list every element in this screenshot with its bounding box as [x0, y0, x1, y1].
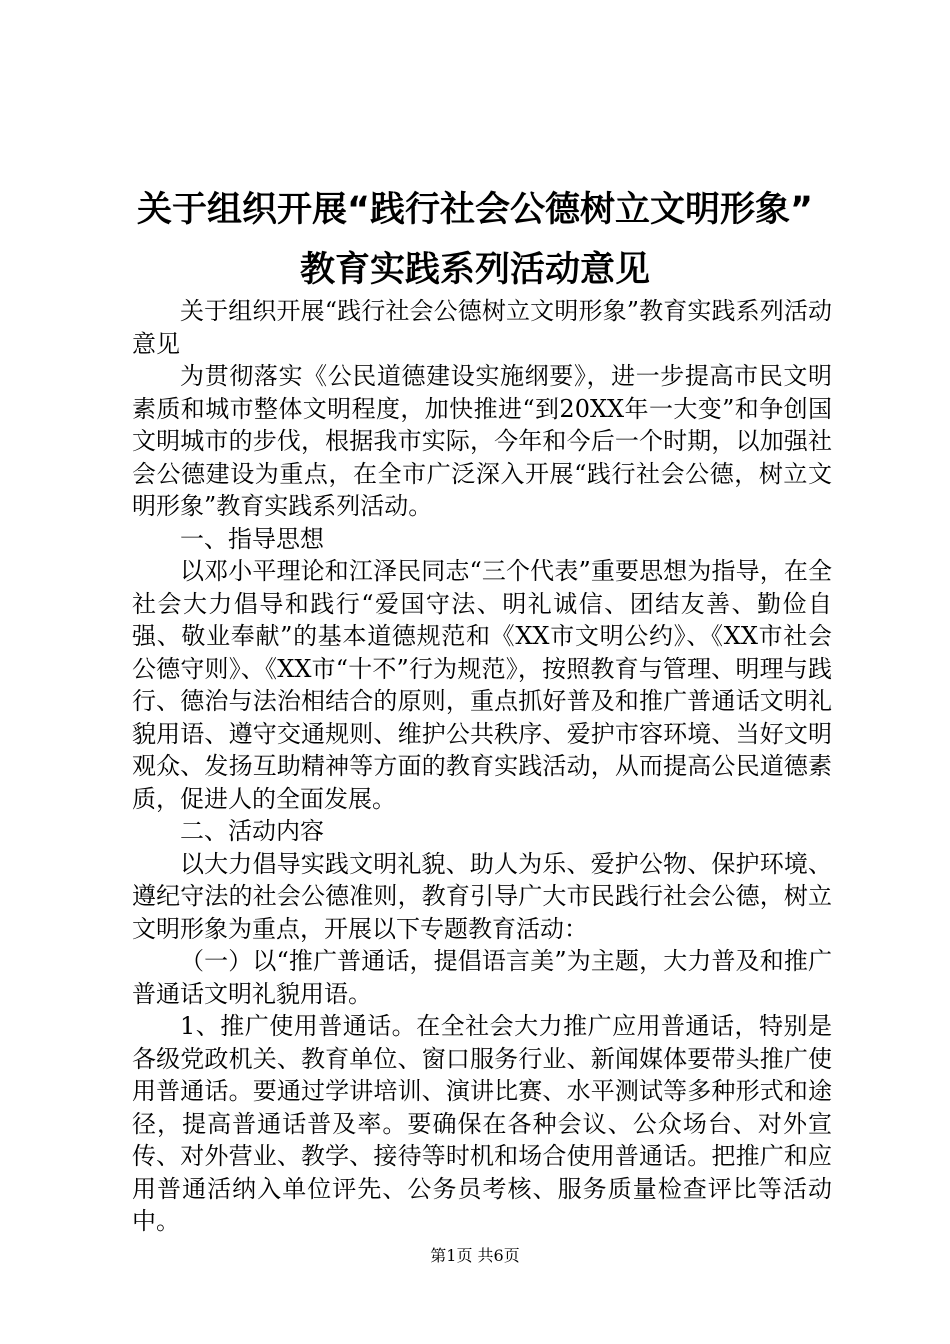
section-heading-guiding-thought: 一、指导思想 [180, 524, 324, 553]
document-title-line-1: 关于组织开展“践行社会公德树立文明形象” [136, 190, 813, 230]
paragraph-title-repeat: 关于组织开展“践行社会公德树立文明形象”教育实践系列活动意见 [132, 297, 832, 358]
subsection-heading-mandarin: （一）以“推广普通话，提倡语言美”为主题，大力普及和推广普通话文明礼貌用语。 [132, 947, 832, 1008]
paragraph-guiding-thought: 以邓小平理论和江泽民同志“三个代表”重要思想为指导，在全社会大力倡导和践行“爱国守法、明礼诚信、团结友善、勤俭自强、敬业奉献”的基本道德规范和《XX市文明公约》、《XX市社会公德守则》、《XX市“十不”行为规范》，按照教育与管理、明理与践行、德治与法治相结合的原则，重点抓好普及和推广普通话文明礼貌用语、遵守交通规则、维护公共秩序、爱护市容环境、当好文明观众、发扬互助精神等方面的教育实践活动，从而提高公民道德素质，促进人的全面发展。 [132, 557, 832, 813]
paragraph-intro: 为贯彻落实《公民道德建设实施纲要》，进一步提高市民文明素质和城市整体文明程度，加快推进“到20XX年一大变”和争创国文明城市的步伐，根据我市实际，今年和今后一个时期，以加强社会公德建设为重点，在全市广泛深入开展“践行社会公德，树立文明形象”教育实践系列活动。 [132, 362, 832, 520]
document-body [132, 295, 832, 1238]
page-number-footer: 第1页 共6页 [430, 1246, 520, 1265]
paragraph-mandarin: 1、推广使用普通话。在全社会大力推广应用普通话，特别是各级党政机关、教育单位、窗口服务行业、新闻媒体要带头推广使用普通话。要通过学讲培训、演讲比赛、水平测试等多种形式和途径，提高普通话普及率。要确保在各种会议、公众场台、对外宣传、对外营业、教学、接待等时机和场合使用普通话。把推广和应用普通活纳入单位评先、公务员考核、服务质量检查评比等活动中。 [132, 1012, 832, 1235]
paragraph-activity-content: 以大力倡导实践文明礼貌、助人为乐、爱护公物、保护环境、遵纪守法的社会公德准则，教育引导广大市民践行社会公德，树立文明形象为重点，开展以下专题教育活动： [132, 849, 832, 943]
document-title-line-2: 教育实践系列活动意见 [299, 250, 650, 290]
section-heading-activity-content: 二、活动内容 [180, 817, 324, 845]
